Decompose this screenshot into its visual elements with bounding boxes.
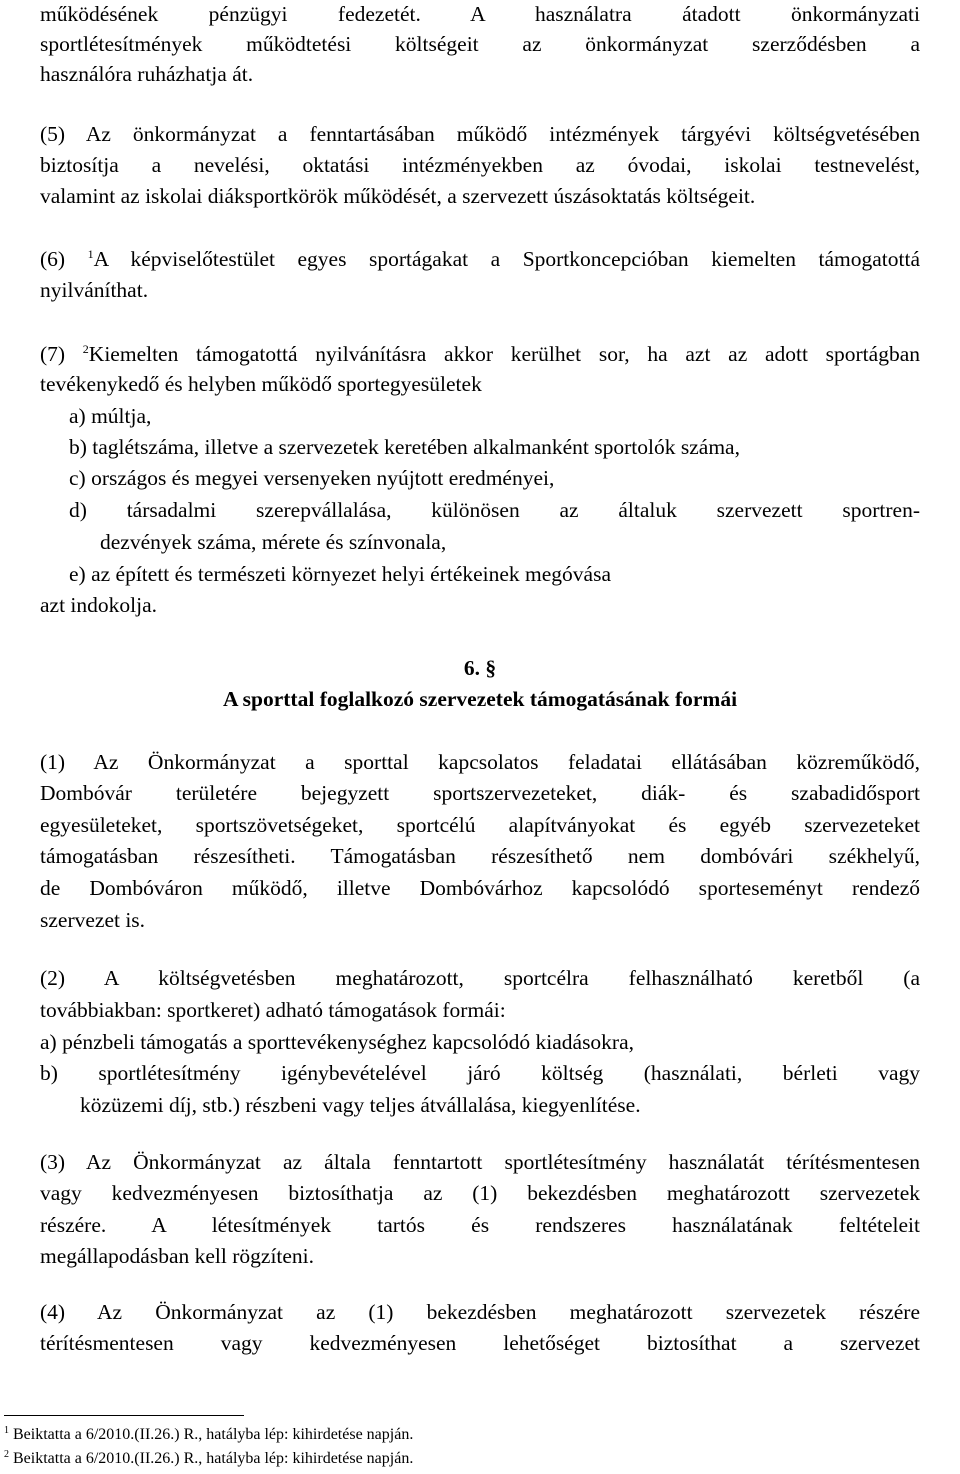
text-line: megállapodásban kell rögzíteni. xyxy=(40,1244,315,1268)
footnote-text: Beiktatta a 6/2010.(II.26.) R., hatályba lép: kihirdetése napján. xyxy=(13,1450,414,1467)
footnote-divider xyxy=(4,1415,244,1416)
list-item: a) pénzbeli támogatás a sporttevékenységhez kapcsolódó kiadásokra, xyxy=(40,1030,635,1054)
text-line: biztosítja a nevelési, oktatási intézményekben az óvodai, iskolai testnevelést, xyxy=(40,153,920,177)
text-line: térítésmentesen vagy kedvezményesen lehetőséget biztosíthat a szervezet xyxy=(40,1331,920,1355)
text-line: nyilváníthat. xyxy=(40,278,149,302)
footnote-mark: 2 xyxy=(4,1449,9,1460)
list-item: d) társadalmi szerepvállalása, különösen az általuk szervezett sportren- xyxy=(69,498,920,522)
text-line: azt indokolja. xyxy=(40,593,158,617)
text-line: A képviselőtestület egyes sportágakat a Sportkoncepcióban kiemelten támogatottá xyxy=(93,247,920,271)
list-item: a) múltja, xyxy=(69,404,152,428)
text-line: használóra ruházhatja át. xyxy=(40,62,254,86)
section-number: 6. § xyxy=(463,656,497,680)
list-item: e) az épített és természeti környezet helyi értékeinek megóvása xyxy=(69,562,612,586)
list-item-continuation: közüzemi díj, stb.) részbeni vagy teljes átvállalása, kiegyenlítése. xyxy=(80,1093,641,1117)
text-line: részére. A létesítmények tartós és rendszeres használatának feltételeit xyxy=(40,1213,920,1237)
footnote-ref: 2 xyxy=(82,342,89,356)
text-line: de Dombóváron működő, illetve Dombóvárhoz kapcsolódó sporteseményt rendező xyxy=(40,876,920,900)
paragraph-6-line-1 xyxy=(40,248,920,271)
text-line: sportlétesítmények működtetési költségeit az önkormányzat szerződésben a xyxy=(40,32,920,56)
text-line: (1) Az Önkormányzat a sporttal kapcsolatos feladatai ellátásában közreműködő, xyxy=(40,750,920,774)
text-line: valamint az iskolai diáksportkörök működését, a szervezett úszásoktatás költségeit. xyxy=(40,184,756,208)
text-line: Kiemelten támogatottá nyilvánításra akkor kerülhet sor, ha azt az adott sportágban xyxy=(88,342,920,366)
footnote xyxy=(4,1450,413,1467)
footnote-ref: 1 xyxy=(87,247,94,261)
paragraph-7-line-1 xyxy=(40,343,920,366)
text-line: (2) A költségvetésben meghatározott, sportcélra felhasználható keretből (a xyxy=(40,966,920,990)
text-line: egyesületeket, sportszövetségeket, sportcélú alapítványokat és egyéb szervezeteket xyxy=(40,813,920,837)
section-title: A sporttal foglalkozó szervezetek támogatásának formái xyxy=(222,687,738,711)
list-item: c) országos és megyei versenyeken nyújtott eredményei, xyxy=(69,466,555,490)
footnote-mark: 1 xyxy=(4,1425,9,1436)
paragraph-number: (7) xyxy=(40,342,66,366)
text-line: Dombóvár területére bejegyzett sportszervezeteket, diák- és szabadidősport xyxy=(40,781,920,805)
text-line: szervezet is. xyxy=(40,908,146,932)
text-line: tevékenykedő és helyben működő sportegyesületek xyxy=(40,372,482,396)
list-item: b) taglétszáma, illetve a szervezetek keretében alkalmanként sportolók száma, xyxy=(69,435,740,459)
text-line: (5) Az önkormányzat a fenntartásában működő intézmények tárgyévi költségvetésében xyxy=(40,122,920,146)
text-line: (4) Az Önkormányzat az (1) bekezdésben meghatározott szervezetek részére xyxy=(40,1300,920,1324)
footnote-text: Beiktatta a 6/2010.(II.26.) R., hatályba lép: kihirdetése napján. xyxy=(13,1426,414,1443)
text-line: támogatásban részesítheti. Támogatásban részesíthető nem dombóvári székhelyű, xyxy=(40,844,920,868)
paragraph-number: (6) xyxy=(40,247,66,271)
list-item-continuation: dezvények száma, mérete és színvonala, xyxy=(100,530,447,554)
list-item: b) sportlétesítmény igénybevételével járó költség (használati, bérleti vagy xyxy=(40,1061,920,1085)
footnote xyxy=(4,1426,413,1443)
text-line: (3) Az Önkormányzat az általa fenntartott sportlétesítmény használatát térítésmentesen xyxy=(40,1150,920,1174)
text-line: továbbiakban: sportkeret) adható támogatások formái: xyxy=(40,998,506,1022)
text-line: működésének pénzügyi fedezetét. A használatra átadott önkormányzati xyxy=(40,2,920,26)
text-line: vagy kedvezményesen biztosíthatja az (1) bekezdésben meghatározott szervezetek xyxy=(40,1181,920,1205)
